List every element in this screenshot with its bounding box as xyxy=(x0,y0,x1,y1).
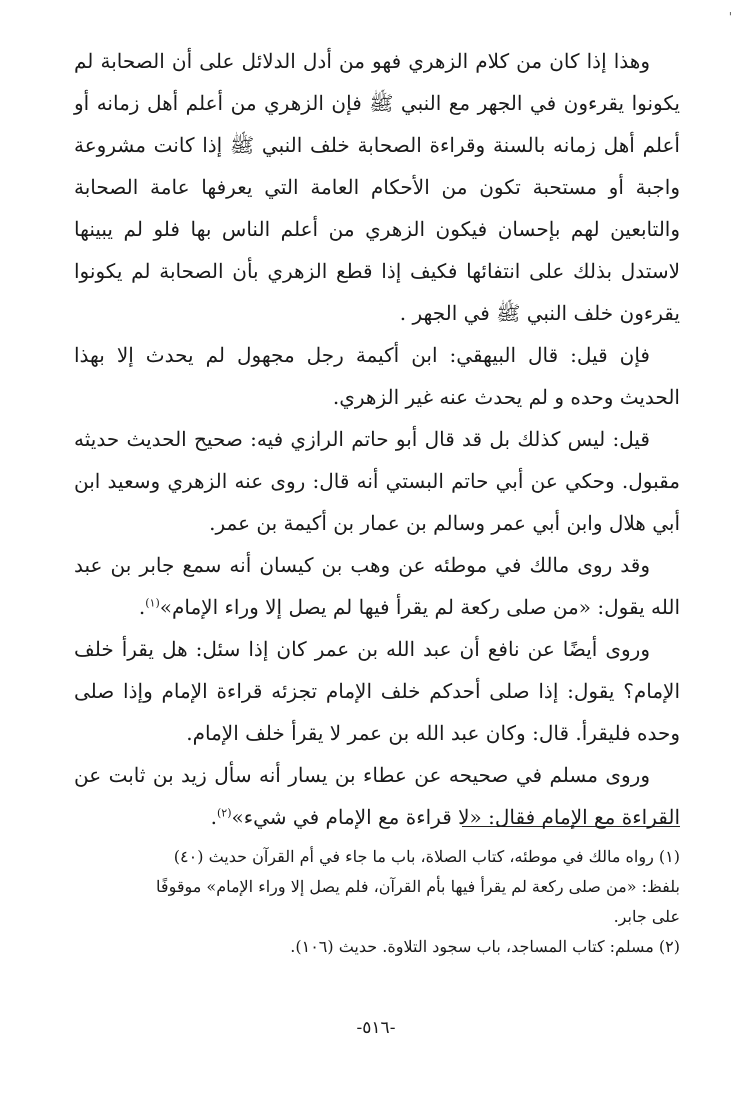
page-number: -٥١٦- xyxy=(356,1018,396,1038)
paragraph-2-text: فإن قيل: قال البيهقي: ابن أكيمة رجل مجهول لم يحدث إلا بهذا الحديث وحده و لم يحدث عنه غير الزهري. xyxy=(74,343,680,409)
paragraph-5 xyxy=(74,628,680,754)
footnote-1-line-3: على جابر. xyxy=(613,907,680,926)
body-text xyxy=(74,40,680,838)
paragraph-3-text: قيل: ليس كذلك بل قد قال أبو حاتم الرازي فيه: صحيح الحديث حديثه مقبول. وحكي عن أبي حاتم البستي أنه قال: روى عنه الزهري وسعيد ابن أبي هلال وابن أبي عمر وسالم بن عمار بن أكيمة بن عمر. xyxy=(74,427,680,535)
paragraph-3 xyxy=(74,418,680,544)
footnote-2: (٢) مسلم: كتاب المساجد، باب سجود التلاوة. حديث (١٠٦). xyxy=(290,937,680,956)
paragraph-6-end: . xyxy=(210,805,217,829)
footnote-ref-1[interactable]: (١) xyxy=(145,596,160,610)
paragraph-5-text: وروى أيضًا عن نافع أن عبد الله بن عمر كان إذا سئل: هل يقرأ خلف الإمام؟ يقول: إذا صلى أحدكم خلف الإمام تجزئه قراءة الإمام وإذا صلى وحده فليقرأ. قال: وكان عبد الله بن عمر لا يقرأ خلف الإمام. xyxy=(74,637,680,745)
paragraph-1 xyxy=(74,40,680,334)
paragraph-4-end: . xyxy=(138,595,146,619)
paragraph-4-text: وقد روى مالك في موطئه عن وهب بن كيسان أنه سمع جابر بن عبد الله يقول: «من صلى ركعة لم يقرأ فيها لم يصل إلا وراء الإمام» xyxy=(74,553,680,619)
paragraph-6-text: وروى مسلم في صحيحه عن عطاء بن يسار أنه سأل زيد بن ثابت عن القراءة مع الإمام فقال: «لا قراءة مع الإمام في شيء» xyxy=(74,763,680,829)
footnote-1-line-2: بلفظ: «من صلى ركعة لم يقرأ فيها بأم القرآن، فلم يصل إلا وراء الإمام» موقوفًا xyxy=(156,877,680,896)
corner-mark: ' xyxy=(728,10,732,24)
paragraph-4 xyxy=(74,544,680,628)
paragraph-2 xyxy=(74,334,680,418)
paragraph-1-text: وهذا إذا كان من كلام الزهري فهو من أدل الدلائل على أن الصحابة لم يكونوا يقرءون في الجهر مع النبي ﷺ فإن الزهري من أعلم أهل زمانه أو أعلم أهل زمانه بالسنة وقراءة الصحابة خلف النبي ﷺ إذا كانت مشروعة واجبة أو مستحبة تكون من الأحكام العامة التي يعرفها عامة الصحابة والتابعين لهم بإحسان فيكون الزهري من أعلم الناس بها فلو لم يبينها لاستدل بذلك على انتفائها فكيف إذا قطع الزهري بأن الصحابة لم يكونوا يقرءون خلف النبي ﷺ في الجهر . xyxy=(74,49,680,325)
footnote-ref-2[interactable]: (٢) xyxy=(216,806,232,820)
footnote-divider xyxy=(462,826,680,827)
footnotes xyxy=(74,842,680,962)
footnote-1-line-1: (١) رواه مالك في موطئه، كتاب الصلاة، باب ما جاء في أم القرآن حديث (٤٠) xyxy=(173,847,680,866)
